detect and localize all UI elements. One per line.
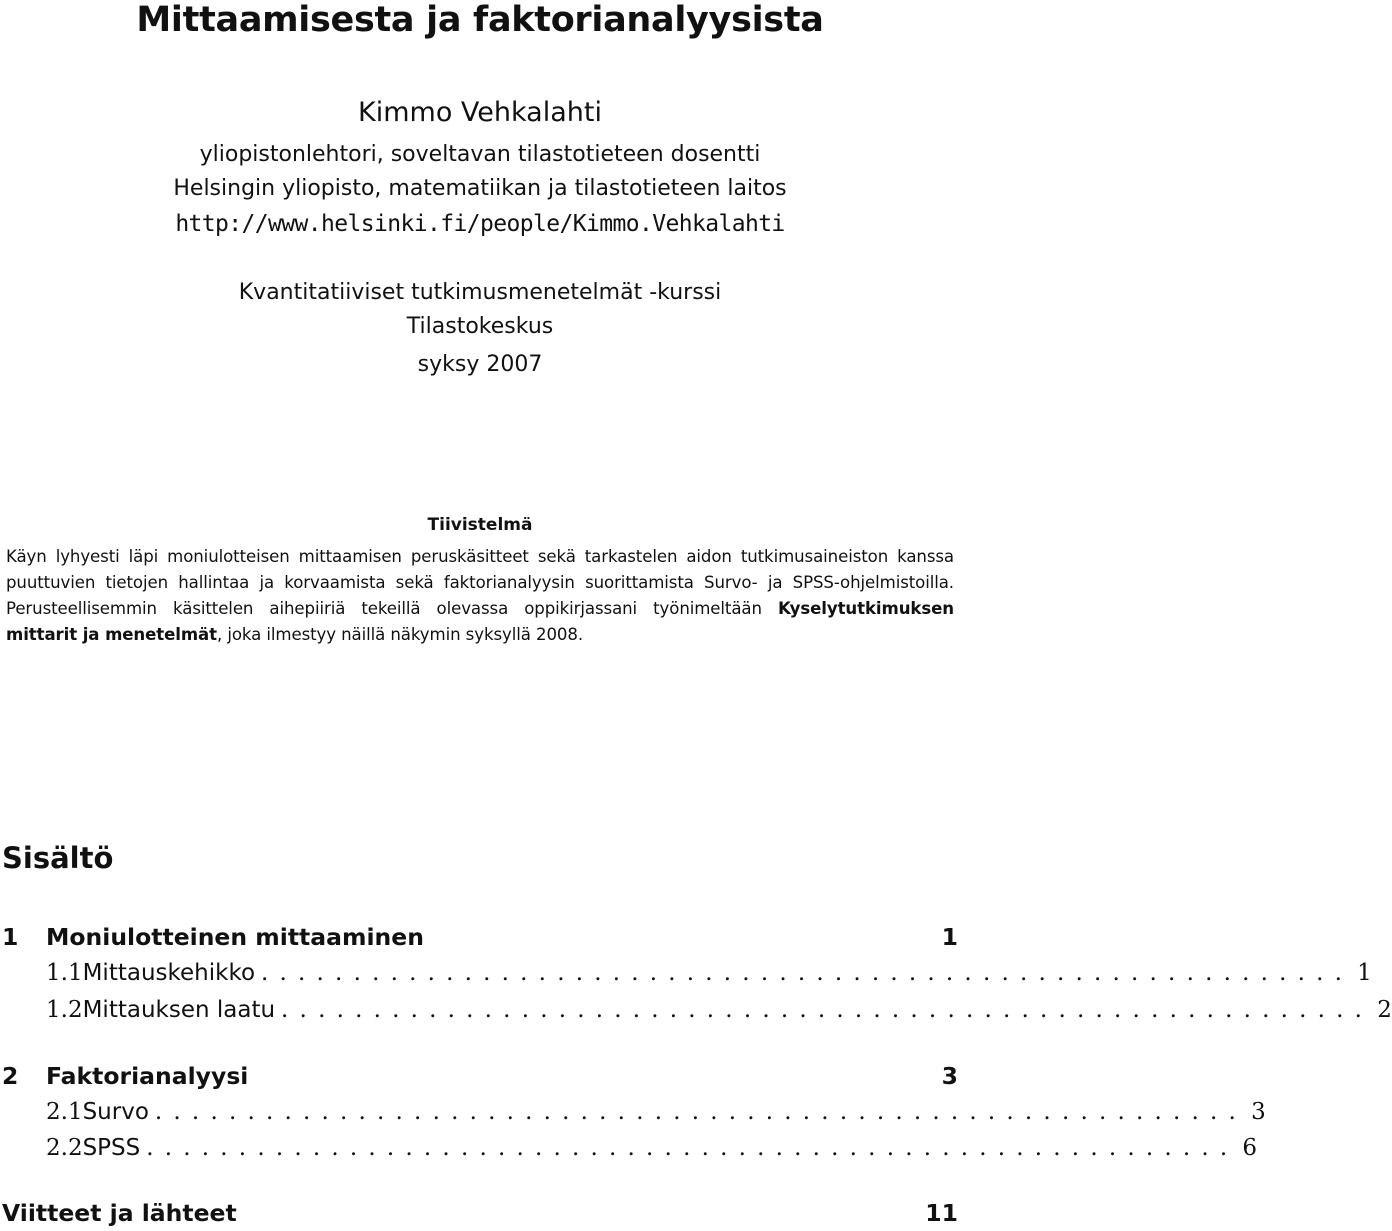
course-name: Kvantitatiiviset tutkimusmenetelmät -kurssi <box>238 280 722 305</box>
book-title: Kyselytutkimuksen mittarit ja menetelmät <box>6 599 954 644</box>
toc-subsection-page: 2 <box>1377 997 1392 1023</box>
toc-section-page: 3 <box>941 1062 958 1090</box>
author-url-link[interactable]: http://www.helsinki.fi/people/Kimmo.Vehkalahti <box>175 211 785 237</box>
toc-subsection-number: 2.1 <box>46 1099 83 1125</box>
toc-subsection-2-2[interactable] <box>46 1131 1258 1165</box>
toc-leader-dots: ........................................................... <box>261 960 1354 986</box>
toc-subsection-title: Survo <box>82 1099 149 1125</box>
abstract-heading: Tiivistelmä <box>427 515 533 535</box>
toc-references[interactable] <box>2 1196 958 1230</box>
toc-leader-dots: ........................................................... <box>146 1135 1239 1161</box>
toc-subsection-1-2[interactable] <box>46 993 1392 1027</box>
toc-subsection-title: SPSS <box>82 1135 141 1161</box>
abstract-text <box>6 544 954 648</box>
toc-subsection-title: Mittauksen laatu <box>82 997 276 1023</box>
abstract-text-after: , joka ilmestyy näillä näkymin syksyllä 2008. <box>217 625 583 644</box>
toc-references-page: 11 <box>925 1199 958 1227</box>
toc-section-title: Faktorianalyysi <box>46 1062 249 1090</box>
toc-references-title: Viitteet ja lähteet <box>2 1199 237 1227</box>
course-organizer: Tilastokeskus <box>406 314 554 339</box>
document-title: Mittaamisesta ja faktorianalyysista <box>136 0 824 40</box>
toc-subsection-page: 3 <box>1251 1099 1266 1125</box>
toc-section-page: 1 <box>941 923 958 951</box>
author-affiliation: Helsingin yliopisto, matematiikan ja tilastotieteen laitos <box>173 176 787 201</box>
toc-heading: Sisältö <box>2 841 114 875</box>
toc-subsection-number: 2.2 <box>46 1135 83 1161</box>
toc-section-2[interactable] <box>2 1059 958 1093</box>
toc-subsection-number: 1.2 <box>46 997 83 1023</box>
toc-section-number: 1 <box>2 923 19 951</box>
toc-subsection-2-1[interactable] <box>46 1095 1266 1129</box>
toc-leader-dots: ........................................................... <box>281 997 1374 1023</box>
toc-subsection-page: 1 <box>1357 960 1372 986</box>
toc-subsection-page: 6 <box>1242 1135 1258 1161</box>
author-name: Kimmo Vehkalahti <box>358 97 602 128</box>
toc-subsection-title: Mittauskehikko <box>82 960 256 986</box>
author-position: yliopistonlehtori, soveltavan tilastotieteen dosentti <box>199 142 761 167</box>
toc-subsection-number: 1.1 <box>46 960 83 986</box>
course-term: syksy 2007 <box>417 352 543 377</box>
abstract-text-before: Käyn lyhyesti läpi moniulotteisen mittaamisen peruskäsitteet sekä tarkastelen aidon tutkimusaineiston kanssa puuttuvien tietojen hallintaa ja korvaamista sekä faktorianalyysin suorittamista Survo- ja SPSS-ohjelmistoilla. Perusteellisemmin käsittelen aihepiiriä tekeillä olevassa oppikirjassani työnimeltään <box>6 547 954 618</box>
toc-section-title: Moniulotteinen mittaaminen <box>46 923 424 951</box>
toc-section-number: 2 <box>2 1062 19 1090</box>
toc-section-1[interactable] <box>2 920 958 954</box>
toc-subsection-1-1[interactable] <box>46 956 1372 990</box>
toc-leader-dots: ........................................................... <box>154 1099 1248 1125</box>
